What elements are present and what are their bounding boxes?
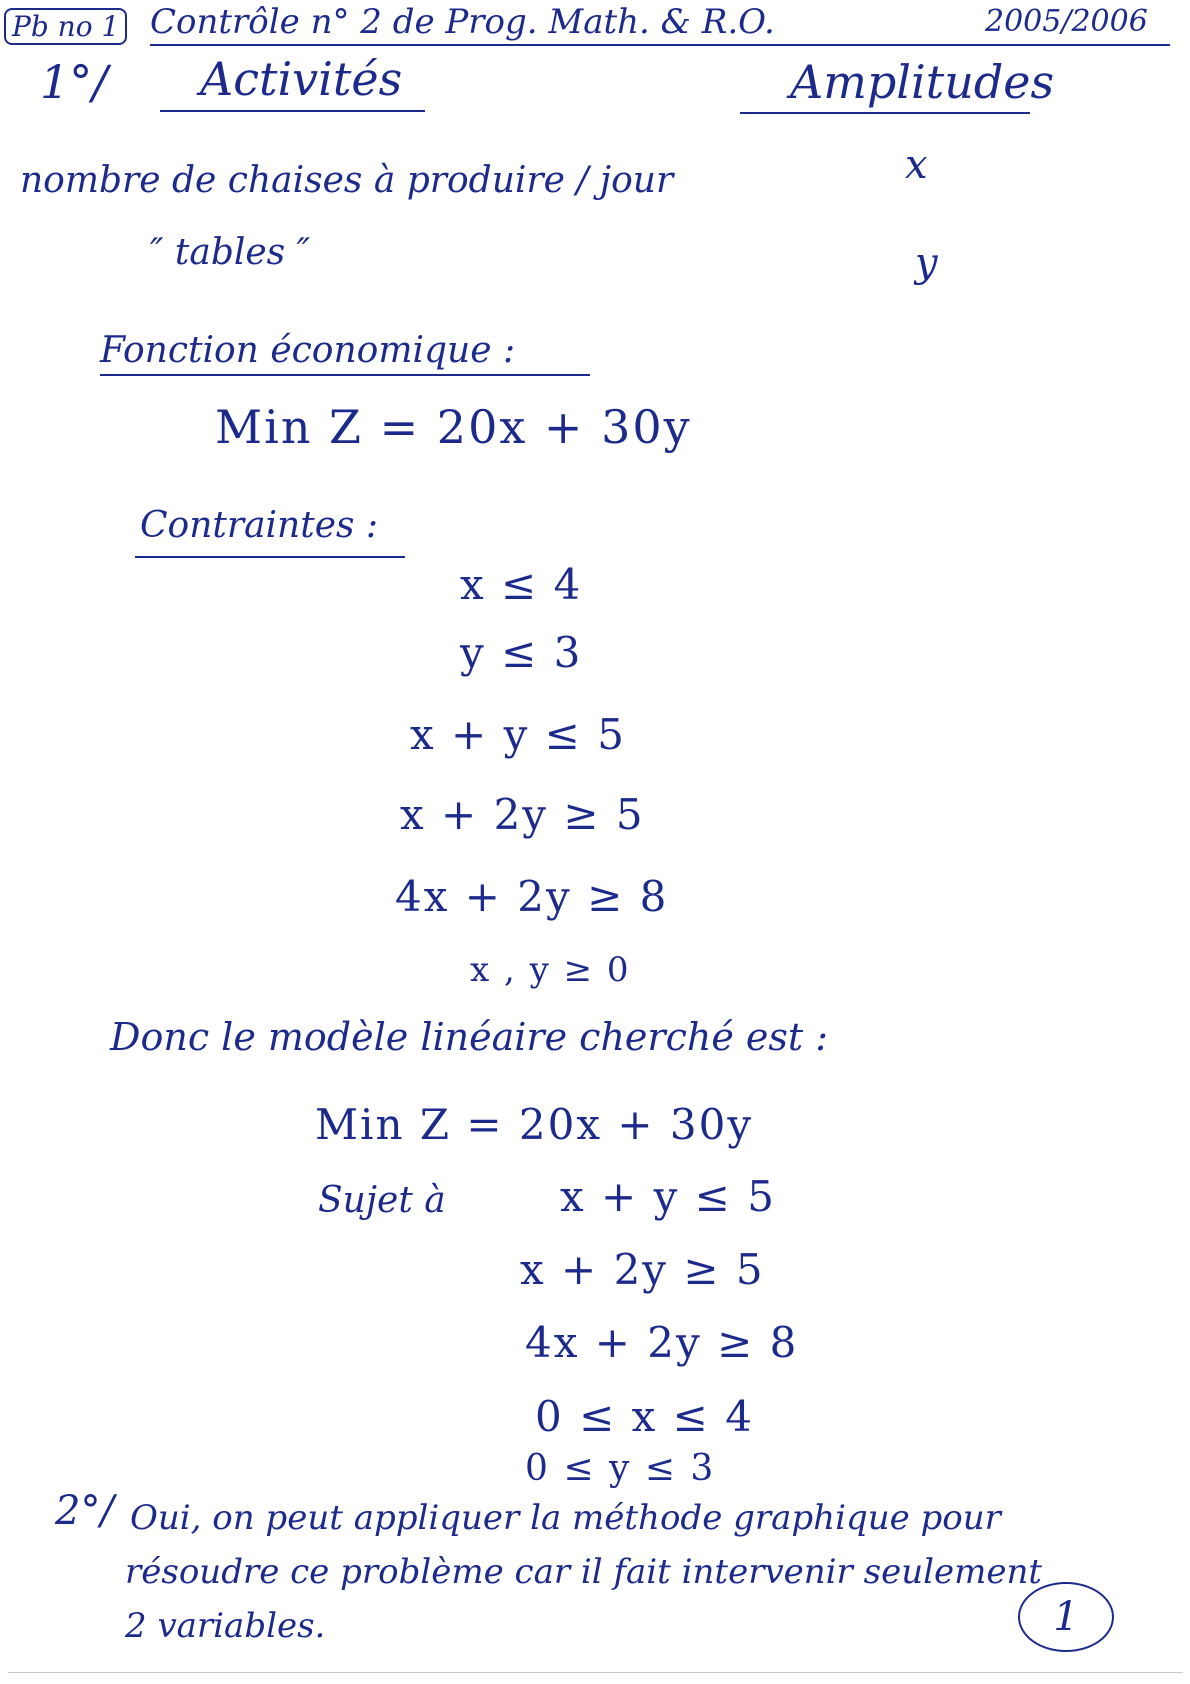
model-constraint-1: x + y ≤ 5 <box>560 1172 776 1221</box>
activities-heading: Activités <box>200 52 403 106</box>
constraints-underline <box>135 556 405 558</box>
page-number <box>1018 1582 1114 1652</box>
activity-row-1: nombre de chaises à produire / jour <box>20 160 674 201</box>
model-constraint-2: x + 2y ≥ 5 <box>520 1245 765 1294</box>
constraint-1: x ≤ 4 <box>460 560 583 609</box>
activity-row-2: ″ tables ″ <box>150 232 311 273</box>
constraint-5: 4x + 2y ≥ 8 <box>395 872 669 921</box>
model-intro: Donc le modèle linéaire cherché est : <box>110 1015 829 1059</box>
model-subject-to: Sujet à <box>318 1180 446 1221</box>
objective-function: Min Z = 20x + 30y <box>215 400 692 454</box>
model-constraint-4: 0 ≤ x ≤ 4 <box>535 1392 754 1441</box>
part1-number: 1°/ <box>40 55 108 109</box>
amplitude-y: y <box>915 240 938 286</box>
bottom-edge-line <box>8 1672 1183 1673</box>
part2-number: 2°/ <box>55 1488 114 1534</box>
answer-line-2: résoudre ce problème car il fait intervenir seulement <box>125 1552 1043 1592</box>
amplitudes-underline <box>740 112 1030 114</box>
header-underline <box>150 44 1170 46</box>
objective-underline <box>100 374 590 376</box>
answer-line-3: 2 variables. <box>125 1606 326 1646</box>
amplitudes-heading: Amplitudes <box>790 55 1055 109</box>
page-title: Contrôle n° 2 de Prog. Math. & R.O. <box>150 2 775 42</box>
problem-label: Pb no 1 <box>4 8 127 45</box>
constraint-2: y ≤ 3 <box>460 628 583 677</box>
answer-line-1: Oui, on peut appliquer la méthode graphique pour <box>130 1498 1001 1538</box>
activities-underline <box>160 110 425 112</box>
school-year: 2005/2006 <box>985 4 1148 39</box>
constraint-3: x + y ≤ 5 <box>410 710 626 759</box>
amplitude-x: x <box>905 142 928 188</box>
model-constraint-3: 4x + 2y ≥ 8 <box>525 1318 799 1367</box>
constraints-heading: Contraintes : <box>140 505 379 546</box>
page-number-label: 1 <box>1053 1594 1079 1640</box>
constraint-4: x + 2y ≥ 5 <box>400 790 645 839</box>
objective-heading: Fonction économique : <box>100 330 516 371</box>
model-constraint-5: 0 ≤ y ≤ 3 <box>525 1448 716 1489</box>
model-objective: Min Z = 20x + 30y <box>315 1100 754 1149</box>
constraint-6: x , y ≥ 0 <box>470 950 631 990</box>
